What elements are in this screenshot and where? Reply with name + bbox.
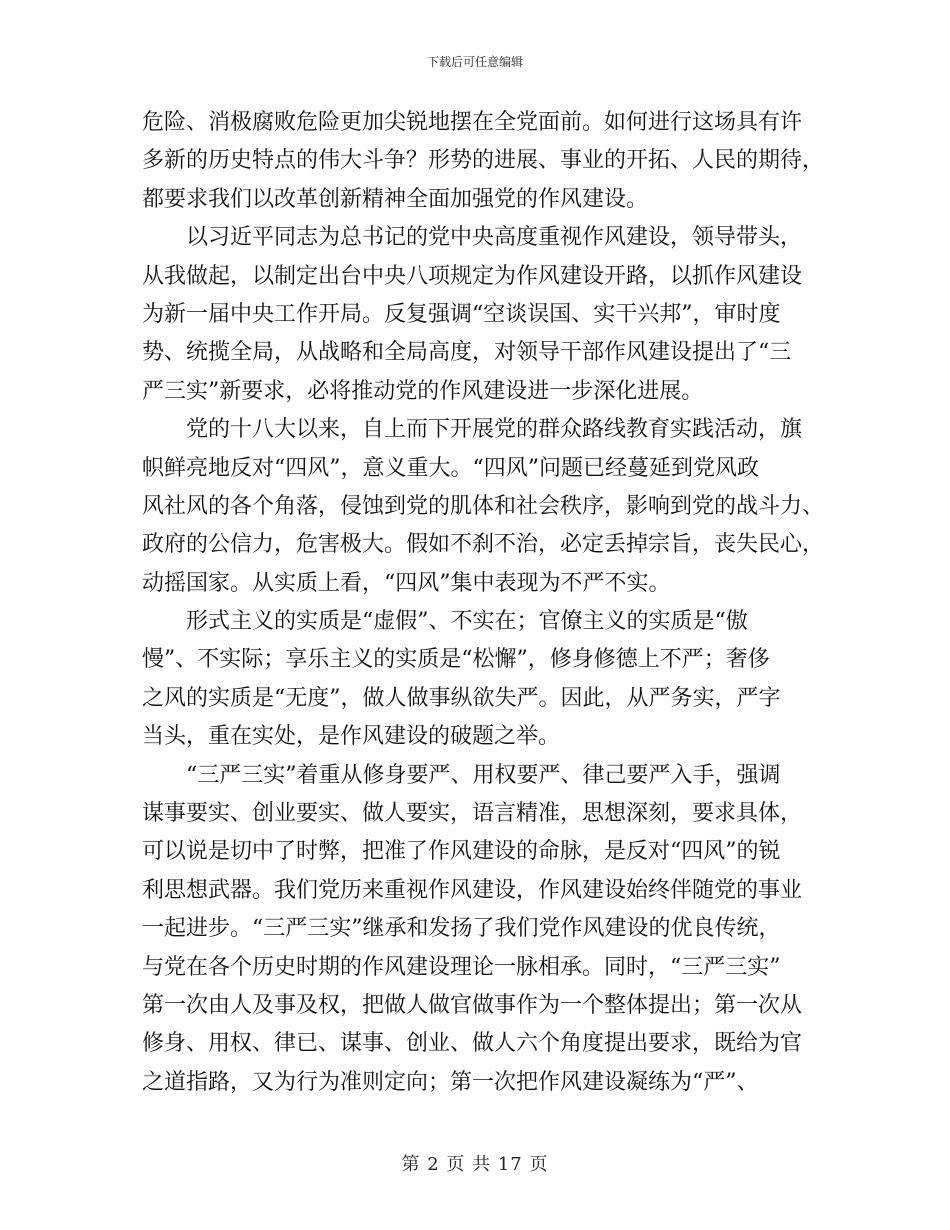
text-line: 帜鲜亮地反对“四风”，意义重大。“四风”问题已经蔓延到党风政 [142,455,759,481]
paragraph-2 [142,219,810,411]
text-line: 之风的实质是“无度”，做人做事纵欲失严。因此，从严务实，严字 [142,685,781,711]
text-line: 势、统揽全局，从战略和全局高度，对领导干部作风建设提出了“三 [142,340,792,366]
text-line: 为新一届中央工作开局。反复强调“空谈误国、实干兴邦”，审时度 [142,301,781,327]
text-line: 第一次由人及事及权，把做人做官做事作为一个整体提出；第一次从 [142,992,803,1018]
text-line: 从我做起，以制定出台中央八项规定为作风建设开路，以抓作风建设 [142,263,803,289]
text-line: 一起进步。“三严三实”继承和发扬了我们党作风建设的优良传统， [142,916,781,942]
paragraph-1 [142,104,825,219]
text-line: 与党在各个历史时期的作风建设理论一脉相承。同时，“三严三实” [142,954,781,980]
text-line: 修身、用权、律已、谋事、创业、做人六个角度提出要求，既给为官 [142,1031,803,1057]
text-line: 都要求我们以改革创新精神全面加强党的作风建设。 [142,186,649,212]
text-line: 风社风的各个角落，侵蚀到党的肌体和社会秩序，影响到党的战斗力、 [142,493,825,519]
text-line: “三严三实”着重从修身要严、用权要严、律己要严入手，强调 [186,762,781,788]
text-line: 可以说是切中了时弊，把准了作风建设的命脉，是反对“四风”的锐 [142,839,781,865]
text-line: 严三实”新要求，必将推动党的作风建设进一步深化进展。 [142,378,704,404]
paragraph-4 [142,603,810,757]
text-line: 形式主义的实质是“虚假”、不实在；官僚主义的实质是“傲 [186,609,748,635]
text-line: 多新的历史特点的伟大斗争？形势的进展、事业的开拓、人民的期待， [142,148,825,174]
page-number-footer: 第 2 页 共 17 页 [401,1154,549,1175]
text-line: 以习近平同志为总书记的党中央高度重视作风建设，领导带头， [186,225,803,251]
text-line: 党的十八大以来，自上而下开展党的群众路线教育实践活动，旗 [186,417,803,443]
text-line: 之道指路，又为行为准则定向；第一次把作风建设凝练为“严”、 [142,1069,759,1095]
paragraph-3 [142,411,825,603]
text-line: 当头，重在实处，是作风建设的破题之举。 [142,724,561,750]
text-line: 谋事要实、创业要实、做人要实，语言精准，思想深刻，要求具体， [142,801,803,827]
page-header: 下载后可任意编辑 [426,55,523,69]
document-body [142,104,825,1102]
text-line: 慢”、不实际；享乐主义的实质是“松懈”，修身修德上不严；奢侈 [142,647,770,673]
text-line: 利思想武器。我们党历来重视作风建设，作风建设始终伴随党的事业 [142,877,803,903]
text-line: 危险、消极腐败危险更加尖锐地摆在全党面前。如何进行这场具有许 [142,110,803,135]
text-line: 政府的公信力，危害极大。假如不刹不治，必定丢掉宗旨，丧失民心， [142,532,825,558]
text-line: 动摇国家。从实质上看，“四风”集中表现为不严不实。 [142,570,671,596]
paragraph-5 [142,757,810,1103]
